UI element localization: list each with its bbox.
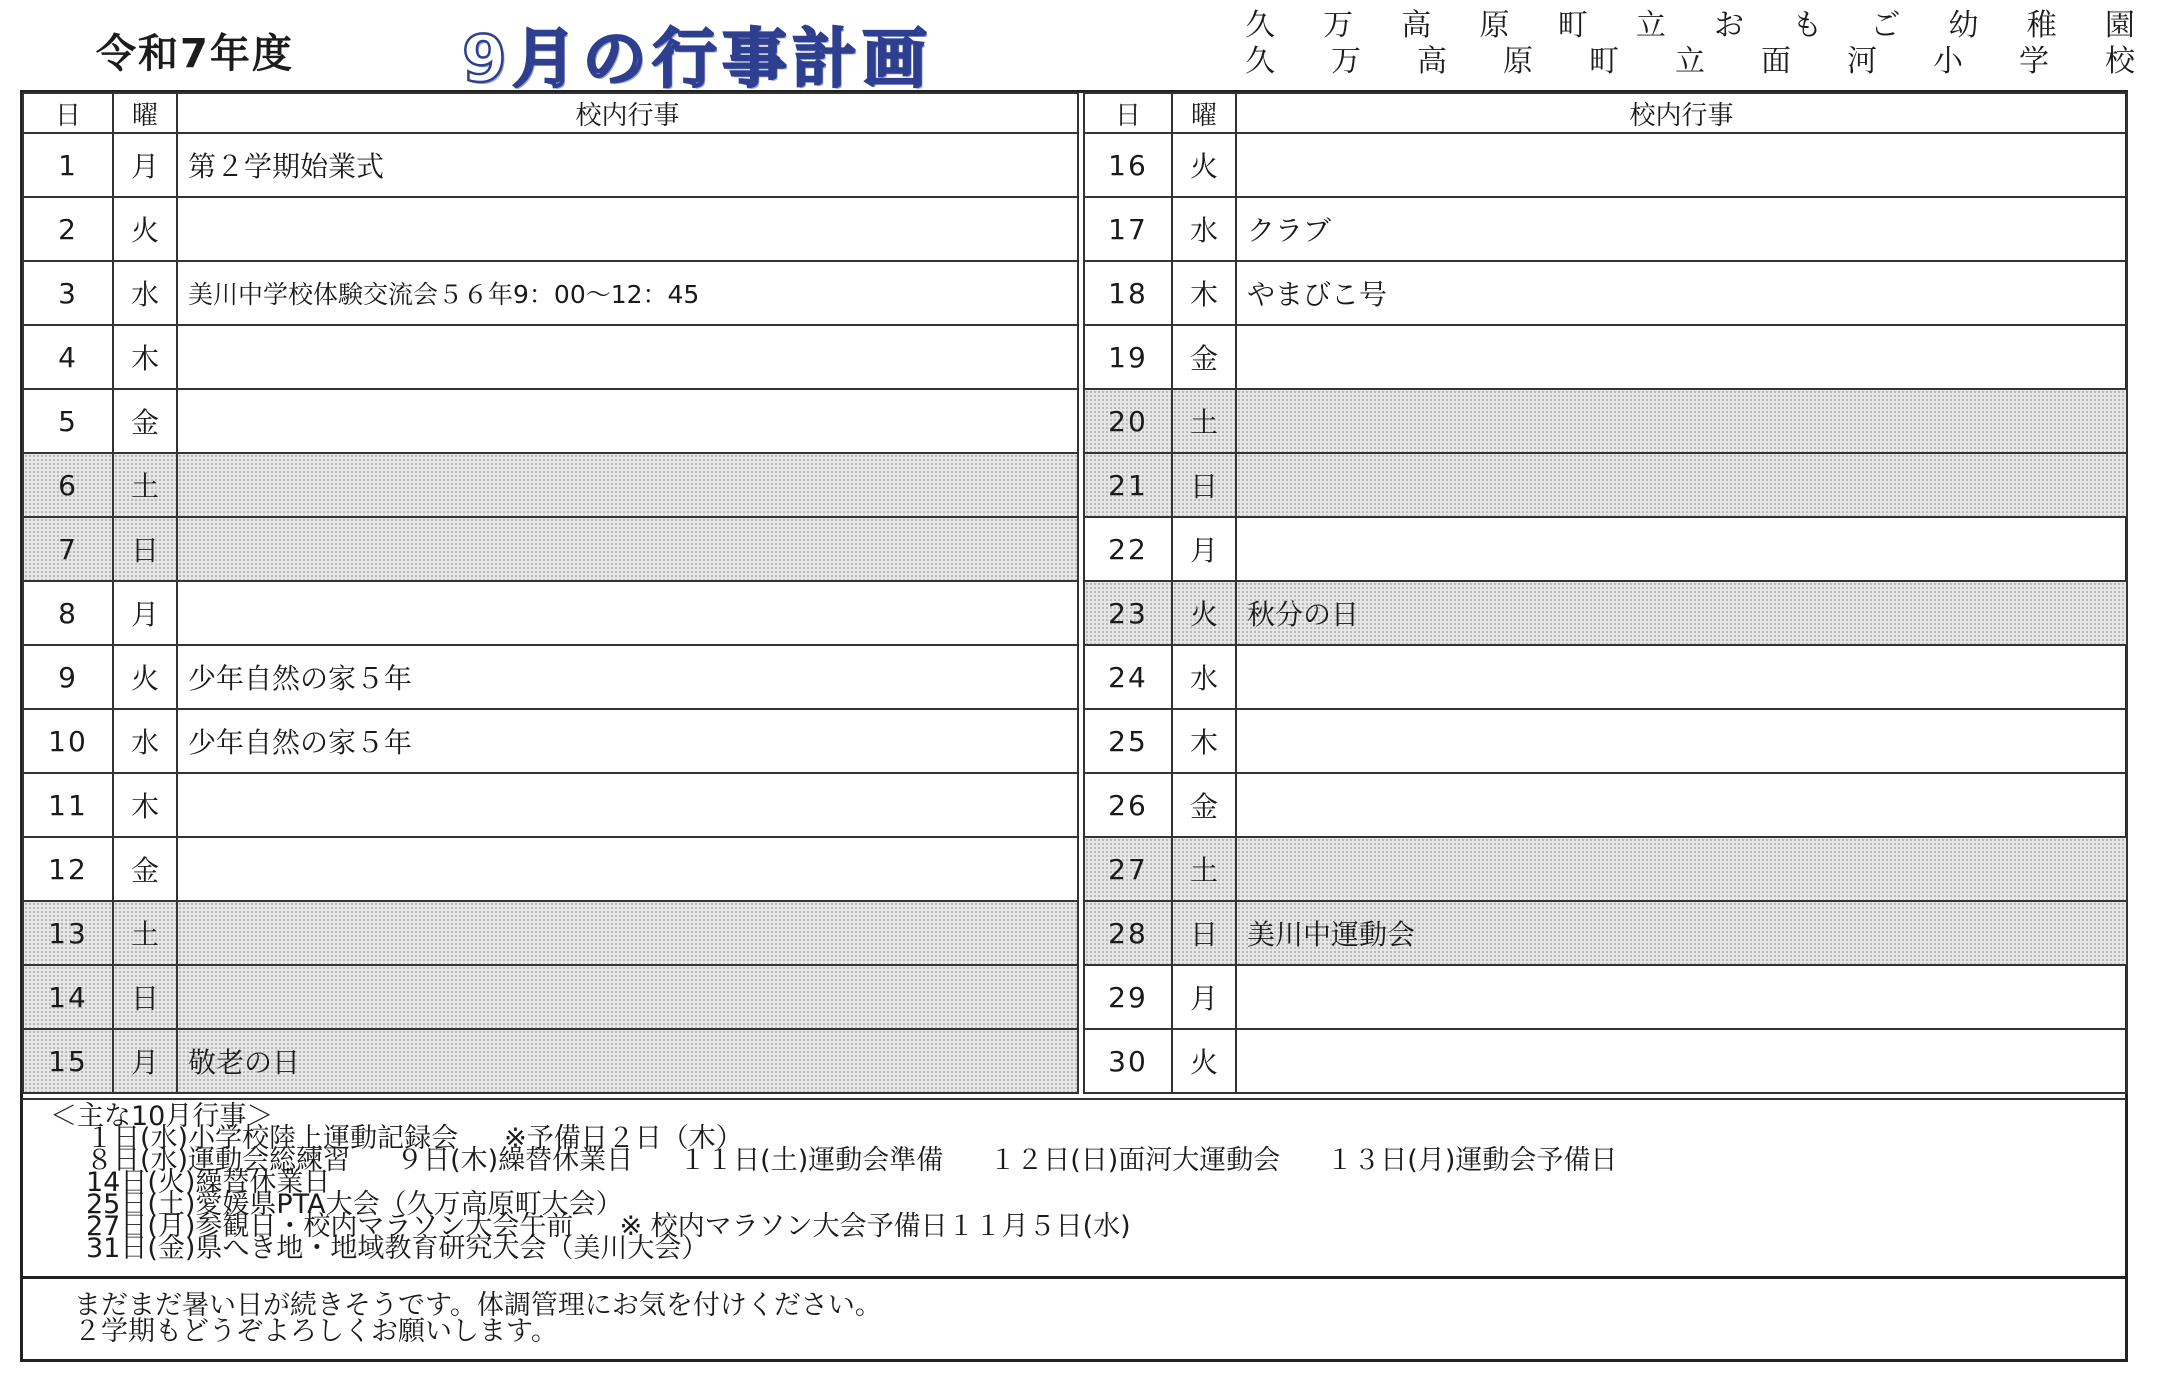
event-cell bbox=[1236, 773, 2127, 837]
table-row bbox=[23, 965, 1078, 1029]
day-cell: 29 bbox=[1084, 965, 1172, 1029]
calendar-table-left bbox=[22, 92, 1079, 1094]
school-name-char: 原 bbox=[1479, 8, 1510, 43]
event-cell bbox=[177, 901, 1078, 965]
day-cell: 12 bbox=[23, 837, 113, 901]
day-cell: 16 bbox=[1084, 133, 1172, 197]
message-line: ２学期もどうぞよろしくお願いします。 bbox=[74, 1316, 558, 1347]
october-events-section bbox=[22, 1098, 2126, 1276]
weekday-cell: 日 bbox=[1172, 453, 1236, 517]
day-cell: 7 bbox=[23, 517, 113, 581]
october-event-item: １３日(月)運動会予備日 bbox=[1326, 1145, 1618, 1176]
school-name-char: 小 bbox=[1933, 44, 1963, 79]
day-cell: 14 bbox=[23, 965, 113, 1029]
weekday-column-header: 曜 bbox=[1172, 93, 1236, 133]
day-column-header: 日 bbox=[1084, 93, 1172, 133]
school-name-char: 稚 bbox=[2026, 8, 2057, 43]
table-row bbox=[1084, 581, 2127, 645]
day-cell: 23 bbox=[1084, 581, 1172, 645]
event-cell: 秋分の日 bbox=[1236, 581, 2127, 645]
day-cell: 17 bbox=[1084, 197, 1172, 261]
table-row bbox=[1084, 1029, 2127, 1093]
weekday-cell: 火 bbox=[113, 645, 177, 709]
weekday-cell: 水 bbox=[1172, 645, 1236, 709]
weekday-cell: 木 bbox=[113, 773, 177, 837]
day-cell: 10 bbox=[23, 709, 113, 773]
october-event-item: ※予備日２日（木） bbox=[504, 1123, 743, 1154]
school-name-char: 町 bbox=[1557, 8, 1588, 43]
october-event-line bbox=[50, 1145, 2126, 1176]
day-cell: 21 bbox=[1084, 453, 1172, 517]
weekday-cell: 水 bbox=[113, 261, 177, 325]
event-cell bbox=[1236, 453, 2127, 517]
event-cell bbox=[177, 517, 1078, 581]
event-cell bbox=[1236, 645, 2127, 709]
closing-message bbox=[22, 1276, 2126, 1360]
school-name-char: 久 bbox=[1245, 8, 1275, 43]
school-name-char: 幼 bbox=[1948, 8, 1979, 43]
event-cell bbox=[177, 581, 1078, 645]
table-row bbox=[1084, 197, 2127, 261]
weekday-cell: 土 bbox=[113, 901, 177, 965]
weekday-column-header: 曜 bbox=[113, 93, 177, 133]
table-row bbox=[1084, 709, 2127, 773]
school-name-elementary bbox=[1245, 44, 2135, 80]
school-name-char: 高 bbox=[1401, 8, 1432, 43]
school-name-kindergarten bbox=[1245, 8, 2135, 44]
table-row bbox=[23, 645, 1078, 709]
event-cell: 第２学期始業式 bbox=[177, 133, 1078, 197]
school-name-char: 万 bbox=[1323, 8, 1354, 43]
day-cell: 24 bbox=[1084, 645, 1172, 709]
school-name-char: 原 bbox=[1503, 44, 1533, 79]
event-cell bbox=[1236, 517, 2127, 581]
table-header-row bbox=[23, 93, 1078, 133]
school-name-char: 学 bbox=[2019, 44, 2049, 79]
event-cell bbox=[1236, 389, 2127, 453]
page-header bbox=[0, 0, 2160, 97]
events-column-header: 校内行事 bbox=[177, 93, 1078, 133]
weekday-cell: 水 bbox=[1172, 197, 1236, 261]
event-cell bbox=[1236, 709, 2127, 773]
school-name-char: 町 bbox=[1589, 44, 1619, 79]
event-cell: 少年自然の家５年 bbox=[177, 645, 1078, 709]
event-cell bbox=[177, 389, 1078, 453]
event-cell bbox=[177, 325, 1078, 389]
table-row bbox=[23, 325, 1078, 389]
table-row bbox=[1084, 773, 2127, 837]
event-cell bbox=[1236, 837, 2127, 901]
day-cell: 22 bbox=[1084, 517, 1172, 581]
school-name-char: 久 bbox=[1245, 44, 1275, 79]
day-cell: 28 bbox=[1084, 901, 1172, 965]
table-row bbox=[1084, 453, 2127, 517]
table-row bbox=[1084, 389, 2127, 453]
fiscal-year-label: 令和7年度 bbox=[96, 31, 294, 77]
table-row bbox=[1084, 133, 2127, 197]
october-event-item: 14日(火)繰替休業日 bbox=[86, 1167, 331, 1198]
school-name-char: 面 bbox=[1761, 44, 1791, 79]
school-name-char: 立 bbox=[1675, 44, 1705, 79]
table-row bbox=[23, 389, 1078, 453]
table-row bbox=[1084, 965, 2127, 1029]
weekday-cell: 日 bbox=[113, 965, 177, 1029]
calendar-table-right bbox=[1083, 92, 2128, 1094]
day-cell: 30 bbox=[1084, 1029, 1172, 1093]
weekday-cell: 日 bbox=[1172, 901, 1236, 965]
october-event-item: １２日(日)面河大運動会 bbox=[989, 1145, 1281, 1176]
table-row bbox=[23, 1029, 1078, 1093]
weekday-cell: 月 bbox=[113, 1029, 177, 1093]
day-cell: 20 bbox=[1084, 389, 1172, 453]
day-cell: 5 bbox=[23, 389, 113, 453]
day-cell: 25 bbox=[1084, 709, 1172, 773]
table-row bbox=[1084, 325, 2127, 389]
event-cell bbox=[177, 773, 1078, 837]
event-cell: 敬老の日 bbox=[177, 1029, 1078, 1093]
event-cell bbox=[177, 965, 1078, 1029]
weekday-cell: 火 bbox=[113, 197, 177, 261]
event-cell: 美川中運動会 bbox=[1236, 901, 2127, 965]
school-name-char: お bbox=[1714, 8, 1745, 43]
event-cell bbox=[177, 197, 1078, 261]
weekday-cell: 月 bbox=[113, 133, 177, 197]
weekday-cell: 金 bbox=[1172, 773, 1236, 837]
event-cell bbox=[177, 837, 1078, 901]
october-event-item: ９日(木)繰替休業日 bbox=[396, 1145, 634, 1176]
weekday-cell: 金 bbox=[1172, 325, 1236, 389]
day-cell: 3 bbox=[23, 261, 113, 325]
school-names bbox=[1245, 8, 2135, 80]
table-row bbox=[23, 133, 1078, 197]
day-cell: 2 bbox=[23, 197, 113, 261]
event-cell: 少年自然の家５年 bbox=[177, 709, 1078, 773]
event-cell bbox=[1236, 133, 2127, 197]
school-name-char: も bbox=[1792, 8, 1823, 43]
weekday-cell: 木 bbox=[1172, 261, 1236, 325]
weekday-cell: 金 bbox=[113, 837, 177, 901]
event-cell bbox=[1236, 325, 2127, 389]
day-cell: 6 bbox=[23, 453, 113, 517]
table-row bbox=[23, 901, 1078, 965]
event-cell bbox=[1236, 965, 2127, 1029]
table-row bbox=[23, 837, 1078, 901]
table-row bbox=[23, 773, 1078, 837]
table-row bbox=[23, 261, 1078, 325]
weekday-cell: 火 bbox=[1172, 133, 1236, 197]
event-cell: 美川中学校体験交流会５６年9：00～12：45 bbox=[177, 261, 1078, 325]
weekday-cell: 火 bbox=[1172, 581, 1236, 645]
table-row bbox=[23, 709, 1078, 773]
school-name-char: 高 bbox=[1417, 44, 1447, 79]
table-row bbox=[23, 517, 1078, 581]
school-name-char: ご bbox=[1870, 8, 1901, 43]
day-cell: 1 bbox=[23, 133, 113, 197]
day-cell: 4 bbox=[23, 325, 113, 389]
table-header-row bbox=[1084, 93, 2127, 133]
weekday-cell: 木 bbox=[113, 325, 177, 389]
day-cell: 11 bbox=[23, 773, 113, 837]
events-column-header: 校内行事 bbox=[1236, 93, 2127, 133]
weekday-cell: 土 bbox=[113, 453, 177, 517]
school-name-char: 校 bbox=[2105, 44, 2135, 79]
october-event-item: ※ 校内マラソン大会予備日１１月５日(水) bbox=[619, 1211, 1131, 1242]
day-cell: 18 bbox=[1084, 261, 1172, 325]
october-event-item: 27日(月)参観日・校内マラソン大会午前 bbox=[86, 1211, 574, 1242]
school-name-char: 立 bbox=[1635, 8, 1666, 43]
table-row bbox=[1084, 837, 2127, 901]
school-name-char: 園 bbox=[2104, 8, 2135, 43]
october-event-item: １日(水)小学校陸上運動記録会 bbox=[86, 1123, 459, 1154]
weekday-cell: 水 bbox=[113, 709, 177, 773]
october-event-item: ８日(水)運動会総練習 bbox=[86, 1145, 351, 1176]
weekday-cell: 土 bbox=[1172, 837, 1236, 901]
school-name-char: 万 bbox=[1331, 44, 1361, 79]
day-cell: 27 bbox=[1084, 837, 1172, 901]
october-events-title: ＜主な10月行事＞ bbox=[50, 1101, 274, 1132]
october-event-item: １１日(土)運動会準備 bbox=[679, 1145, 944, 1176]
table-row bbox=[23, 581, 1078, 645]
october-event-item: 25日(土)愛媛県PTA大会（久万高原町大会） bbox=[86, 1189, 623, 1220]
table-row bbox=[23, 197, 1078, 261]
message-line: まだまだ暑い日が続きそうです。体調管理にお気を付けください。 bbox=[74, 1290, 882, 1321]
event-cell bbox=[177, 453, 1078, 517]
weekday-cell: 金 bbox=[113, 389, 177, 453]
october-event-item: 31日(金)県へき地・地域教育研究大会（美川大会） bbox=[86, 1233, 709, 1264]
day-cell: 13 bbox=[23, 901, 113, 965]
event-cell bbox=[1236, 1029, 2127, 1093]
day-column-header: 日 bbox=[23, 93, 113, 133]
weekday-cell: 月 bbox=[113, 581, 177, 645]
table-row bbox=[23, 453, 1078, 517]
event-cell: クラブ bbox=[1236, 197, 2127, 261]
school-name-char: 河 bbox=[1847, 44, 1877, 79]
event-cell: やまびこ号 bbox=[1236, 261, 2127, 325]
weekday-cell: 火 bbox=[1172, 1029, 1236, 1093]
weekday-cell: 土 bbox=[1172, 389, 1236, 453]
day-cell: 26 bbox=[1084, 773, 1172, 837]
weekday-cell: 月 bbox=[1172, 517, 1236, 581]
table-row bbox=[1084, 645, 2127, 709]
table-row bbox=[1084, 261, 2127, 325]
day-cell: 19 bbox=[1084, 325, 1172, 389]
weekday-cell: 日 bbox=[113, 517, 177, 581]
table-row bbox=[1084, 517, 2127, 581]
table-row bbox=[1084, 901, 2127, 965]
day-cell: 8 bbox=[23, 581, 113, 645]
weekday-cell: 木 bbox=[1172, 709, 1236, 773]
weekday-cell: 月 bbox=[1172, 965, 1236, 1029]
day-cell: 15 bbox=[23, 1029, 113, 1093]
page-title: 9月の行事計画 bbox=[462, 23, 933, 97]
day-cell: 9 bbox=[23, 645, 113, 709]
